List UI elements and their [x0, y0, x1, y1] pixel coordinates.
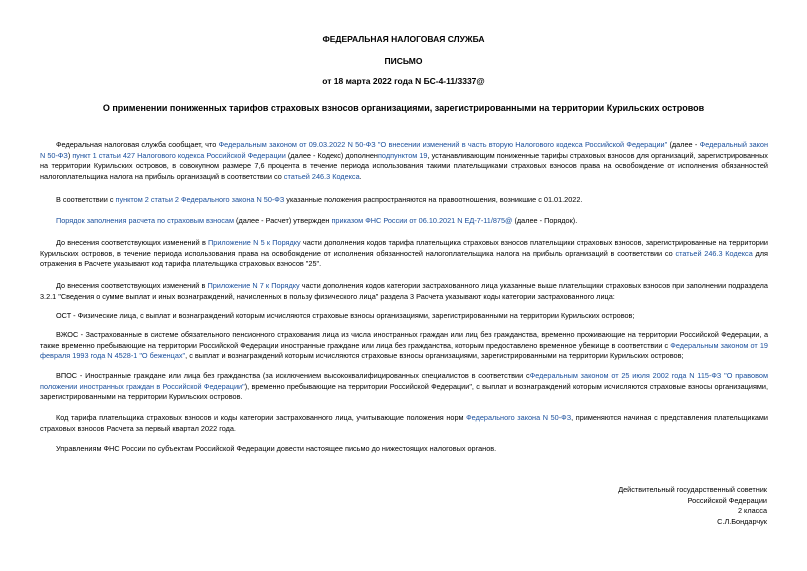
- text: указанные положения распространяются на правоотношения, возникшие с 01.01.2022.: [284, 195, 583, 204]
- paragraph-2: [40, 195, 768, 206]
- text: (далее - Расчет) утвержден: [233, 216, 332, 225]
- text: , с выплат и вознаграждений которым исчисляются страховые взносы организациями, зарегистрированными на территории Курильских островов;: [185, 351, 684, 360]
- link-article-246-3[interactable]: статьей 246.3 Кодекса: [283, 171, 360, 181]
- text: для отражения в Расчете указывают код тарифа плательщика страховых взносов "25".: [40, 248, 768, 268]
- paragraph-6: [40, 311, 768, 322]
- link-article-427[interactable]: пункт 1 статьи 427 Налогового кодекса Российской Федерации: [72, 150, 286, 160]
- text: .: [359, 171, 362, 181]
- text: Федеральная налоговая служба сообщает, что: [56, 140, 219, 149]
- link-refugees-law[interactable]: Федеральным законом от 19 февраля 1993 года N 4528-1 "О беженцах": [40, 340, 768, 360]
- text: ОСТ - Физические лица, с выплат и вознаграждений которым исчисляются страховые взносы организациями, зарегистрированными на территории Курильских островов;: [56, 311, 635, 320]
- link-federal-law-50fz[interactable]: Федеральным законом от 09.03.2022 N 50-ФЗ "О внесении изменений в часть вторую Налогового кодекса Российской Федерации": [218, 140, 668, 149]
- link-fns-order[interactable]: приказом ФНС России от 06.10.2021 N ЕД-7-11/875@: [331, 216, 513, 225]
- link-article-246-3[interactable]: статьей 246.3 Кодекса: [675, 248, 753, 258]
- link-appendix-7[interactable]: Приложение N 7 к Порядку: [207, 281, 300, 290]
- paragraph-5: [40, 281, 768, 302]
- org-title: ФЕДЕРАЛЬНАЯ НАЛОГОВАЯ СЛУЖБА: [322, 34, 485, 44]
- text: ВПОС - Иностранные граждане или лица без гражданства (за исключением высококвалифицированных специалистов в соответствии с: [56, 371, 530, 380]
- text: В соответствии с: [56, 195, 116, 204]
- text: части дополнения кодов категории застрахованного лица указанные выше плательщики страховых взносов при заполнении подраздела 3.2.1 "Сведения о сумме выплат и иных вознаграждений, начисленных в пользу физического лица" раздела 3 Расчета указывают коды категории застрахованного лица:: [40, 281, 768, 301]
- link-federal-law-50fz[interactable]: Федерального закона N 50-ФЗ: [466, 413, 572, 422]
- text: ): [67, 150, 73, 160]
- link-foreigners-law[interactable]: Федеральным законом от 25 июля 2002 года N 115-ФЗ "О правовом положении иностранных граждан в Российской Федерации": [40, 371, 768, 391]
- link-calc-procedure[interactable]: Порядок заполнения расчета по страховым взносам: [56, 216, 234, 225]
- paragraph-9: [40, 413, 768, 434]
- signature-country: Российской Федерации: [687, 495, 767, 505]
- doc-date-number: от 18 марта 2022 года N БС-4-11/3337@: [322, 76, 485, 86]
- link-article-2-point-2[interactable]: пунктом 2 статьи 2 Федерального закона N 50-ФЗ: [115, 195, 285, 204]
- text: , устанавливающим пониженные тарифы страховых взносов для организаций, зарегистрированных на территории Курильских островов, в совокупном размере 7,6 процента в течение периода использования такими плательщиками страховых взносов права на освобождение от исполнения обязанностей налогоплательщика налога на прибыль организаций в соответствии со: [40, 150, 768, 181]
- text: До внесения соответствующих изменений в: [56, 281, 208, 290]
- link-appendix-5[interactable]: Приложение N 5 к Порядку: [208, 238, 301, 247]
- text: До внесения соответствующих изменений в: [56, 238, 209, 247]
- text: (далее - Порядок).: [512, 216, 578, 225]
- link-federal-law-50fz-short[interactable]: Федеральный закон N 50-ФЗ: [40, 140, 768, 160]
- text: ВЖОС - Застрахованные в системе обязательного пенсионного страхования лица из числа иностранных граждан или лиц без гражданства, временно проживающие на территории Российской Федерации, а также временно пребывающие на территории Российской Федерации иностранные граждане или лица без гражданства, которым предоставлено временное убежище в соответствии с: [40, 330, 768, 350]
- paragraph-1: [40, 140, 768, 182]
- paragraph-10: [40, 444, 768, 455]
- paragraph-7: [40, 330, 768, 362]
- text: (далее - Кодекс) дополнен: [285, 150, 378, 160]
- text: , применяются начиная с представления плательщиками страховых взносов Расчета за первый квартал 2022 года.: [40, 413, 768, 433]
- doc-subject: О применении пониженных тарифов страховых взносов организациями, зарегистрированными на территории Курильских островов: [102, 103, 705, 113]
- link-subparagraph-19[interactable]: подпунктом 19: [377, 150, 428, 160]
- doc-type: ПИСЬМО: [384, 56, 423, 66]
- text: части дополнения кодов тарифа плательщика страховых взносов плательщики страховых взносов, зарегистрированные на территории Курильских островов, в течение периода использования права на освобождение от исполнения обязанностей налогоплательщика налога на прибыль организаций в соответствии со: [40, 238, 768, 258]
- paragraph-8: [40, 371, 768, 403]
- text: (далее -: [667, 140, 700, 149]
- signature-class: 2 класса: [737, 506, 767, 515]
- text: ), временно пребывающие на территории Российской Федерации", с выплат и вознаграждений которым исчисляются страховые взносы организациями, зарегистрированными на территории Курильских островов.: [40, 381, 769, 401]
- paragraph-4: [40, 238, 768, 270]
- paragraph-3: [40, 216, 768, 227]
- signature-rank: Действительный государственный советник: [618, 485, 767, 494]
- text: Код тарифа плательщика страховых взносов и коды категории застрахованного лица, учитывающие положения норм: [56, 413, 467, 422]
- signature-block: [507, 485, 767, 527]
- text: Управлениям ФНС России по субъектам Российской Федерации довести настоящее письмо до нижестоящих налоговых органов.: [56, 444, 497, 453]
- signature-name: С.Л.Бондарчук: [717, 516, 767, 526]
